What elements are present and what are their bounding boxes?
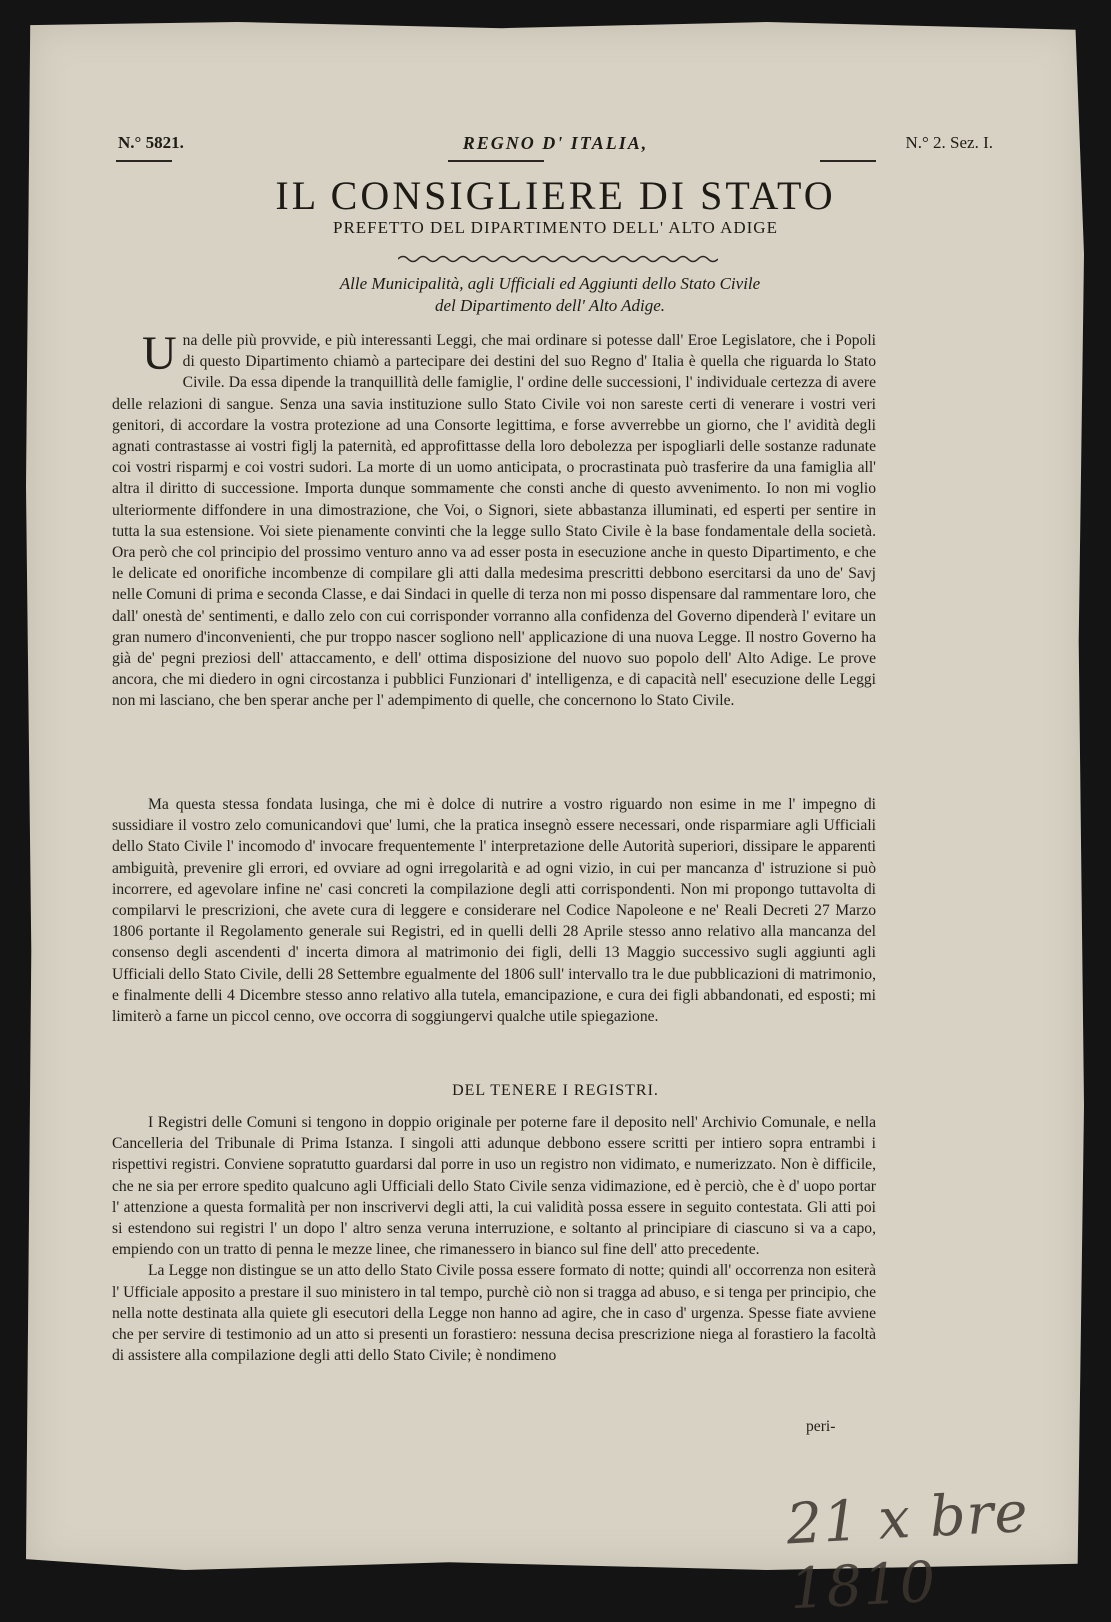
header-rule-right [820,160,876,162]
handwritten-date-note: 21 x bre 1810 [784,1479,1031,1622]
drop-cap: U [142,327,177,380]
section-heading: DEL TENERE I REGISTRI. [452,1082,659,1099]
address-block [200,273,900,317]
catchword: peri- [806,1418,836,1435]
section-number: N.° 2. Sez. I. [905,133,993,152]
document-title: IL CONSIGLIERE DI STATO [275,173,836,218]
paragraph-1 [112,327,876,712]
ornament-wave [398,254,718,264]
document-subtitle: PREFETTO DEL DIPARTIMENTO DELL' ALTO ADIGE [333,218,778,237]
paragraph-4-text: La Legge non distingue se un atto dello Stato Civile possa essere formato di notte; quindi all' occorrenza non esiterà l' Ufficiale apposito a prestare il suo ministero in tal tempo, purchè ciò non si tragga ad abuso, e si tenga per principio, che nella notte destinata alla quiete gli esecutori della Legge non hanno ad agire, che in caso d' urgenza. Spesse fiate avviene che per servire di testimonio ad un atto si presenti un forastiero: nessuna decisa prescrizione niega al forastiero la facoltà di assistere alla compilazione degli atti dello Stato Civile; è nondimeno [112,1262,876,1365]
address-line-1: Alle Municipalità, agli Ufficiali ed Aggiunti dello Stato Civile [339,274,761,293]
paragraph-1-text: na delle più provvide, e più interessanti Leggi, che mai ordinare si potesse dall' Eroe Legislatore, che i Popoli di questo Dipartimento chiamò a partecipare dei destini del suo Regno d' Italia è quella che riguarda lo Stato Civile. Da essa dipende la tranquillità delle famiglie, l' ordine delle successioni, l' individuale certezza di avere delle relazioni di sangue. Senza una savia instituzione sullo Stato Civile voi non sareste certi di venerare i vostri veri genitori, di accordare la vostra protezione ad una Consorte legittima, e forse avverrebbe un giorno, che l' avidità degli agnati contrastasse ai vostri figlj la paternità, ed approfittasse della loro debolezza per ispogliarli delle sostanze radunate coi vostri risparmj e coi vostri sudori. La morte di un uomo anticipata, o procrastinata può trasferire da una famiglia all' altra il diritto di successione. Importa dunque sommamente che consti anche di questo avvenimento. Io non mi voglio ulteriormente diffondere in una dimostrazione, che Voi, o Signori, siete abbastanza illuminati, ed esperti per sentire in tutta la sua estensione. Voi siete pienamente convinti che la legge sullo Stato Civile è la base fondamentale della società. Ora però che col principio del prossimo venturo anno va ad esser posta in esecuzione anche in questo Dipartimento, e che le delicate ed onorifiche incombenze di compilare gli atti dalla medesima prescritti debbono esercitarsi da uno de' Savj nelle Comuni di prima e seconda Classe, e dai Sindaci in quelle di terza non mi posso dispensare dal rammentare loro, che dall' onestà de' sentimenti, e dallo zelo con cui corrisponder vorranno alla confidenza del Governo dipenderà l' evitare un gran numero d'inconvenienti, che pur troppo nascer sogliono nell' applicazione di una nuova Legge. Il nostro Governo ha già de' pegni preziosi dell' attaccamento, e dell' ottima disposizione del nuovo suo popolo dell' Alto Adige. Le prove ancora, che mi diedero in ogni circostanza i pubblici Funzionari d' intelligenza, e di capacità nell' esecuzione delle Leggi non mi lasciano, che ben sperar anche per l' adempimento di quelle, che concernono lo Stato Civile. [112,332,876,710]
header-rule-center [448,160,544,162]
paragraph-2-text: Ma questa stessa fondata lusinga, che mi è dolce di nutrire a vostro riguardo non esime in me l' impegno di sussidiare il vostro zelo comunicandovi que' lumi, che la pratica insegnò essere necessari, onde risparmiare agli Ufficiali dello Stato Civile l' incomodo d' invocare frequentemente l' interpretazione delle Autorità superiori, dissipare le apparenti ambiguità, prevenire gli errori, ed ovviare ad ogni irregolarità e ad ogni vizio, in cui per mancanza d' istruzione si può incorrere, ed agevolare infine ne' casi concreti la compilazione degli atti corrispondenti. Non mi propongo tuttavolta di compilarvi le prescrizioni, che avete cura di leggere e considerare nel Codice Napoleone e ne' Reali Decreti 27 Marzo 1806 portante il Regolamento generale sui Registri, ed in quelli delli 28 Aprile stesso anno relativo alla mancanza del consenso degli ascendenti d' incerta dimora al matrimonio dei figli, delli 13 Maggio successivo sugli aggiunti agli Ufficiali dello Stato Civile, delli 28 Settembre egualmente del 1806 sull' intervallo tra le due pubblicazioni di matrimonio, e finalmente delli 4 Dicembre stesso anno relativo alla tutela, emancipazione, e cura dei figli abbandonati, ed esposti; mi limiterò a farne un piccol cenno, ove occorra di soggiungervi qualche utile spiegazione. [112,796,876,1026]
header-rule-left [116,160,172,162]
section-body [112,1112,876,1366]
paragraph-2 [112,794,876,1027]
paragraph-3-text: I Registri delle Comuni si tengono in doppio originale per poterne fare il deposito nell' Archivio Comunale, e nella Cancelleria del Tribunale di Prima Istanza. I singoli atti adunque debbono essere scritti per intiero sopra entrambi i rispettivi registri. Conviene sopratutto guardarsi dal porre in uso un registro non vidimato, e numerizzato. Non è difficile, che ne sia per errore spedito qualcuno agli Ufficiali dello Stato Civile senza vidimazione, ed è perciò, che è d' uopo portar l' attenzione a questa formalità per non inscrivervi degli atti, la cui validità possa essere in seguito contestata. Gli atti poi si estendono sui registri l' un dopo l' altro senza veruna interruzione, e soltanto al principiare di ciascuno si va a capo, empiendo con un tratto di penna le mezze linee, che rimanessero in bianco sul fine dell' atto precedente. [112,1114,876,1259]
document-number: N.° 5821. [118,133,184,152]
kingdom-heading: REGNO D' ITALIA, [462,133,649,153]
address-line-2: del Dipartimento dell' Alto Adige. [434,296,666,315]
document-header [118,133,993,157]
